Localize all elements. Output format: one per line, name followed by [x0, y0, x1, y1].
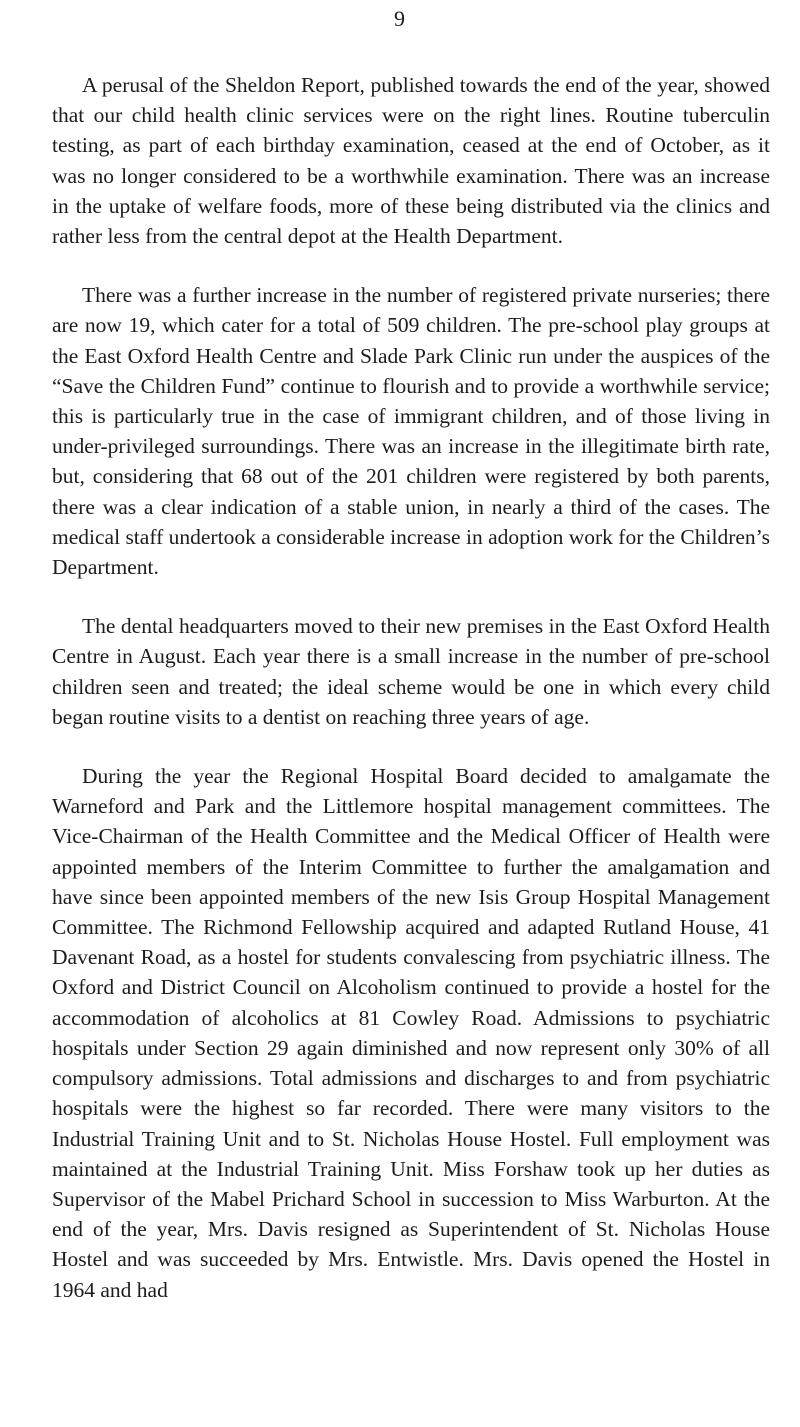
paragraph-dental-headquarters: The dental headquarters moved to their new premises in the East Oxford Health Centre in August. Each year there is a small increase in the number of pre-school children seen and treated; the ideal scheme would be one in which every child began routine visits to a dentist on reaching three years of age. [52, 614, 770, 729]
page-number: 9 [394, 6, 406, 31]
paragraph-private-nurseries: There was a further increase in the number of registered private nurseries; there are now 19, which cater for a total of 509 children. The pre-school play groups at the East Oxford Health Centre and Slade Park Clinic run under the auspices of the “Save the Children Fund” continue to flourish and to provide a worthwhile service; this is particularly true in the case of immigrant children, and of those living in under-privileged surroundings. There was an increase in the illegitimate birth rate, but, considering that 68 out of the 201 children were registered by both parents, there was a clear indication of a stable union, in nearly a third of the cases. The medical staff undertook a considerable increase in adoption work for the Children’s Department. [52, 283, 770, 580]
body-text [52, 70, 770, 1334]
paragraph-sheldon-report: A perusal of the Sheldon Report, published towards the end of the year, showed that our child health clinic services were on the right lines. Routine tuberculin testing, as part of each birthday examination, ceased at the end of October, as it was no longer considered to be a worthwhile examination. There was an increase in the uptake of welfare foods, more of these being distributed via the clinics and rather less from the central depot at the Health Department. [52, 73, 770, 249]
paragraph-hospital-board: During the year the Regional Hospital Board decided to amalgamate the Warneford and Park and the Littlemore hospital management committees. The Vice-Chairman of the Health Committee and the Medical Officer of Health were appointed members of the Interim Committee to further the amalgamation and have since been appointed members of the new Isis Group Hospital Management Committee. The Richmond Fellowship acquired and adapted Rutland House, 41 Davenant Road, as a hostel for students convalescing from psychiatric illness. The Oxford and District Council on Alcoholism continued to provide a hostel for the accommodation of alcoholics at 81 Cowley Road. Admissions to psychiatric hospitals under Section 29 again diminished and now represent only 30% of all compulsory admissions. Total admissions and discharges to and from psychiatric hospitals were the highest so far recorded. There were many visitors to the Industrial Training Unit and to St. Nicholas House Hostel. Full employment was maintained at the Industrial Training Unit. Miss Forshaw took up her duties as Supervisor of the Mabel Prichard School in succession to Miss Warburton. At the end of the year, Mrs. Davis resigned as Superintendent of St. Nicholas House Hostel and was succeeded by Mrs. Entwistle. Mrs. Davis opened the Hostel in 1964 and had [52, 764, 770, 1302]
